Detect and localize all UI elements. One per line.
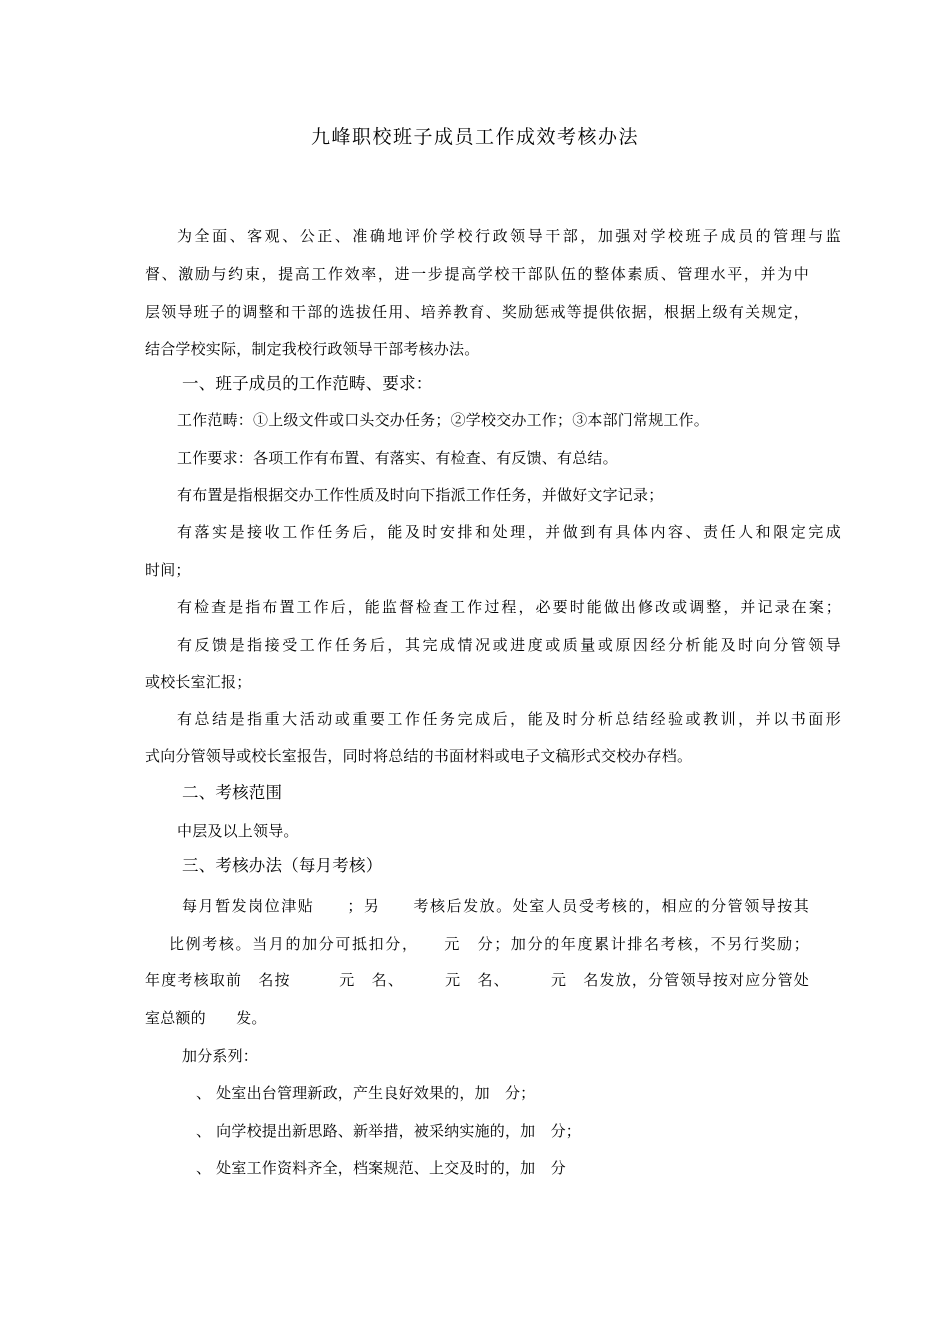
- method-line: 每月暂发岗位津贴 ；另 考核后发放。处室人员受考核的，相应的分管领导按其: [182, 897, 809, 915]
- implement-line: 时间；: [145, 561, 191, 579]
- intro-line: 为全面、客观、公正、准确地评价学校行政领导干部，加强对学校班子成员的管理与监: [177, 227, 841, 245]
- section3-heading: 三、考核办法（每月考核）: [182, 856, 383, 875]
- bonus-item: 、 向学校提出新思路、新举措，被采纳实施的，加 分；: [196, 1122, 581, 1140]
- feedback-line: 有反馈是指接受工作任务后，其完成情况或进度或质量或原因经分析能及时向分管领导: [177, 636, 841, 654]
- method-line: 年度考核取前 名按 元 名、 元 名、 元 名发放，分管领导按对应分管处: [145, 971, 809, 989]
- bonus-heading: 加分系列：: [182, 1047, 259, 1065]
- requirement-text: 工作要求：各项工作有布置、有落实、有检查、有反馈、有总结。: [177, 449, 618, 467]
- section1-heading: 一、班子成员的工作范畴、要求：: [182, 374, 433, 393]
- scope-range-text: 中层及以上领导。: [177, 822, 299, 840]
- bonus-item: 、 处室工作资料齐全，档案规范、上交及时的，加 分: [196, 1159, 566, 1177]
- intro-line: 结合学校实际，制定我校行政领导干部考核办法。: [145, 340, 480, 358]
- method-line: 比例考核。当月的加分可抵扣分， 元 分；加分的年度累计排名考核，不另行奖励；: [169, 935, 809, 953]
- check-text: 有检查是指布置工作后，能监督检查工作过程，必要时能做出修改或调整，并记录在案；: [177, 598, 841, 616]
- implement-line: 有落实是接收工作任务后，能及时安排和处理，并做到有具体内容、责任人和限定完成: [177, 523, 841, 541]
- summary-line: 式向分管领导或校长室报告，同时将总结的书面材料或电子文稿形式交校办存档。: [145, 747, 693, 765]
- scope-text: 工作范畴：①上级文件或口头交办任务；②学校交办工作；③本部门常规工作。: [177, 411, 710, 429]
- summary-line: 有总结是指重大活动或重要工作任务完成后，能及时分析总结经验或教训，并以书面形: [177, 710, 841, 728]
- bonus-item: 、 处室出台管理新政，产生良好效果的，加 分；: [196, 1084, 536, 1102]
- document-title: 九峰职校班子成员工作成效考核办法: [310, 126, 639, 148]
- arrange-text: 有布置是指根据交办工作性质及时向下指派工作任务，并做好文字记录；: [177, 486, 664, 504]
- feedback-line: 或校长室汇报；: [145, 673, 252, 691]
- intro-line: 督、激励与约束，提高工作效率，进一步提高学校干部队伍的整体素质、管理水平，并为中: [145, 265, 809, 283]
- section2-heading: 二、考核范围: [182, 783, 283, 802]
- intro-line: 层领导班子的调整和干部的选拔任用、培养教育、奖励惩戒等提供依据，根据上级有关规定，: [145, 303, 809, 321]
- method-line: 室总额的 发。: [145, 1009, 267, 1027]
